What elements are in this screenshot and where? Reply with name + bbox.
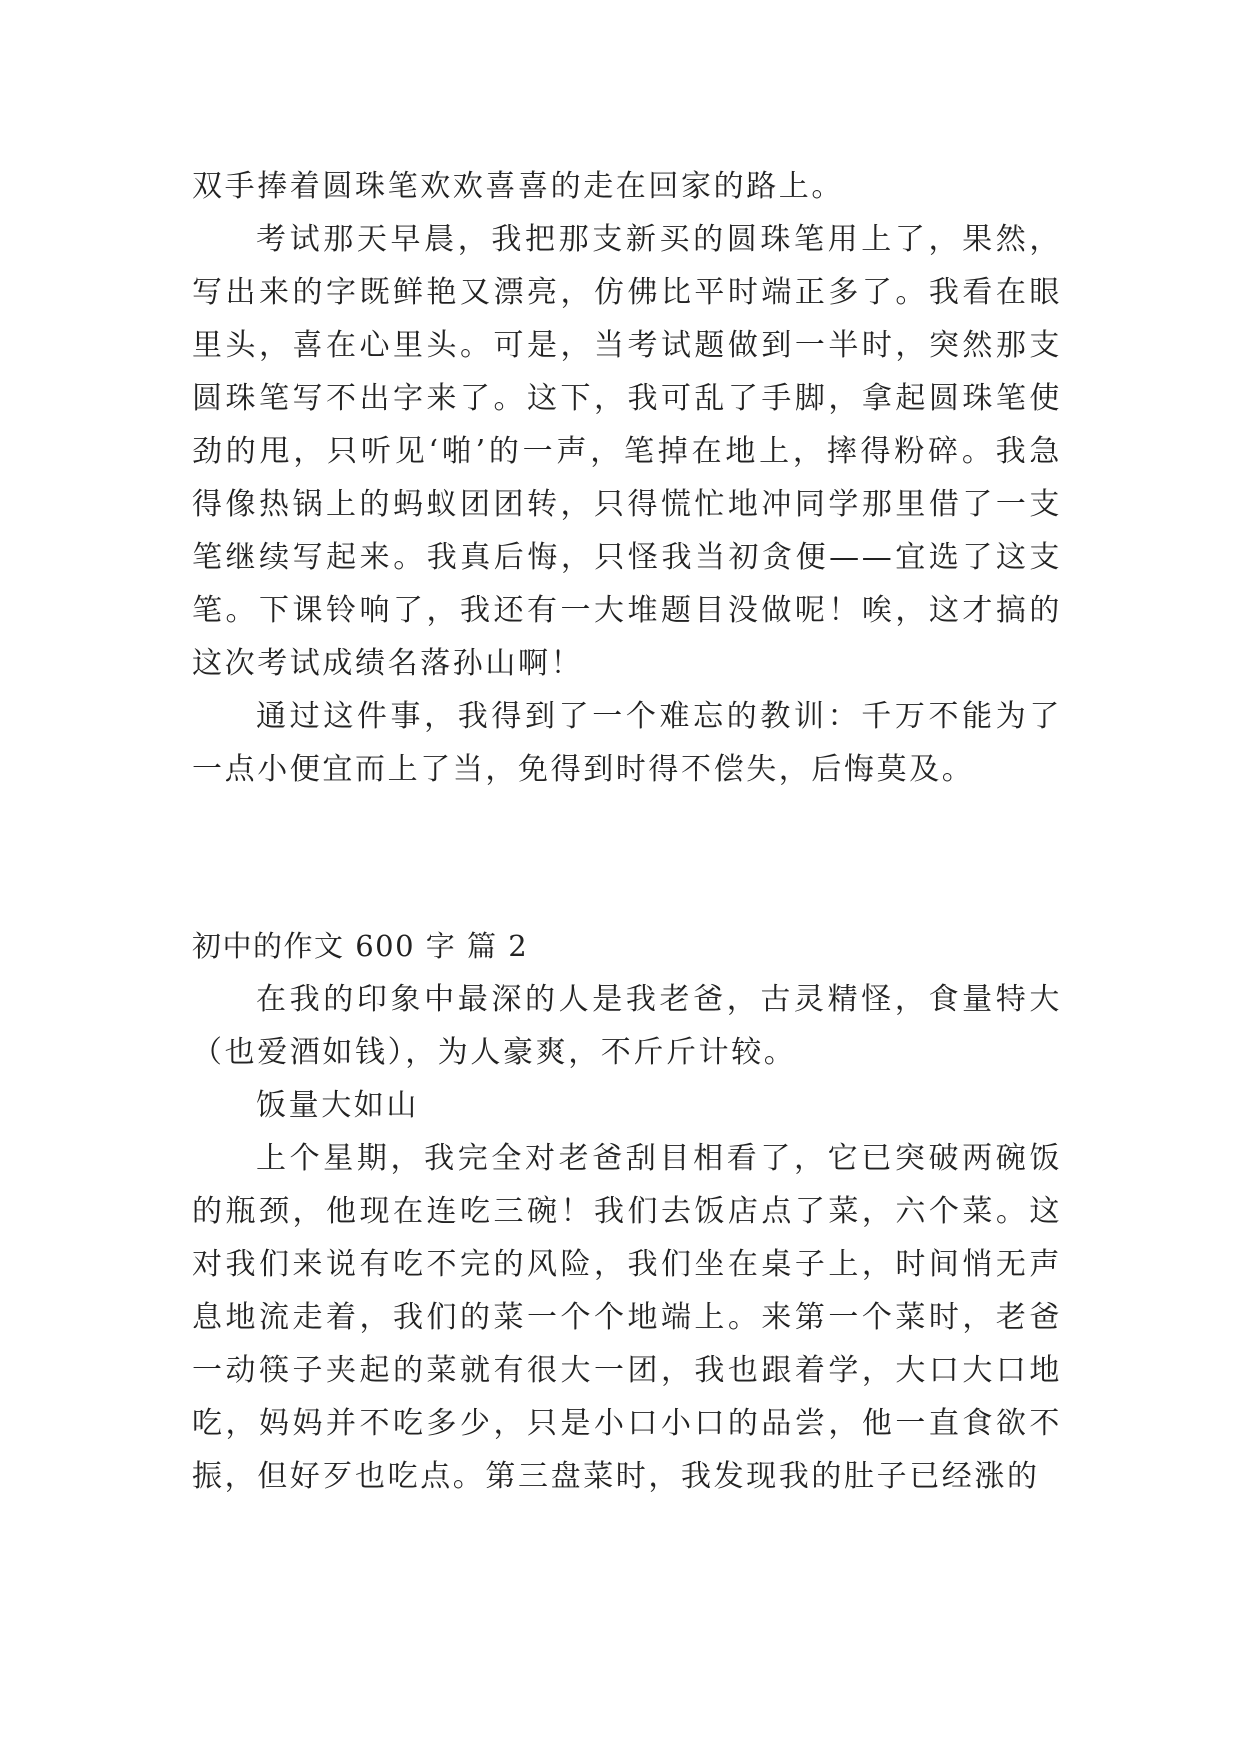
paragraph-lesson: 通过这件事，我得到了一个难忘的教训：千万不能为了一点小便宜而上了当，免得到时得不偿失，后悔莫及。: [192, 699, 1062, 787]
section-heading: 初中的作文 600 字 篇 2: [192, 929, 529, 963]
paragraph-continued: 双手捧着圆珠笔欢欢喜喜的走在回家的路上。: [192, 169, 844, 204]
essay-continuation: [192, 160, 1062, 796]
paragraph-intro: 在我的印象中最深的人是我老爸，古灵精怪，食量特大（也爱酒如钱），为人豪爽，不斤斤计较。: [192, 982, 1062, 1070]
paragraph-exam-story: 考试那天早晨，我把那支新买的圆珠笔用上了，果然，写出来的字既鲜艳又漂亮，仿佛比平时端正多了。我看在眼里头，喜在心里头。可是，当考试题做到一半时，突然那支圆珠笔写不出字来了。这下，我可乱了手脚，拿起圆珠笔使劲的甩，只听见‘啪’的一声，笔掉在地上，摔得粉碎。我急得像热锅上的蚂蚁团团转，只得慌忙地冲同学那里借了一支笔继续写起来。我真后悔，只怪我当初贪便——宜选了这支笔。下课铃响了，我还有一大堆题目没做呢！唉，这才搞的这次考试成绩名落孙山啊！: [192, 222, 1062, 681]
paragraph-meal-story: 上个星期，我完全对老爸刮目相看了，它已突破两碗饭的瓶颈，他现在连吃三碗！我们去饭店点了菜，六个菜。这对我们来说有吃不完的风险，我们坐在桌子上，时间悄无声息地流走着，我们的菜一个个地端上。来第一个菜时，老爸一动筷子夹起的菜就有很大一团，我也跟着学，大口大口地吃，妈妈并不吃多少，只是小口小口的品尝，他一直食欲不振，但好歹也吃点。第三盘菜时，我发现我的肚子已经涨的: [192, 1141, 1062, 1494]
paragraph-subtitle: 饭量大如山: [256, 1088, 419, 1123]
essay-section-2: [192, 920, 1062, 1503]
